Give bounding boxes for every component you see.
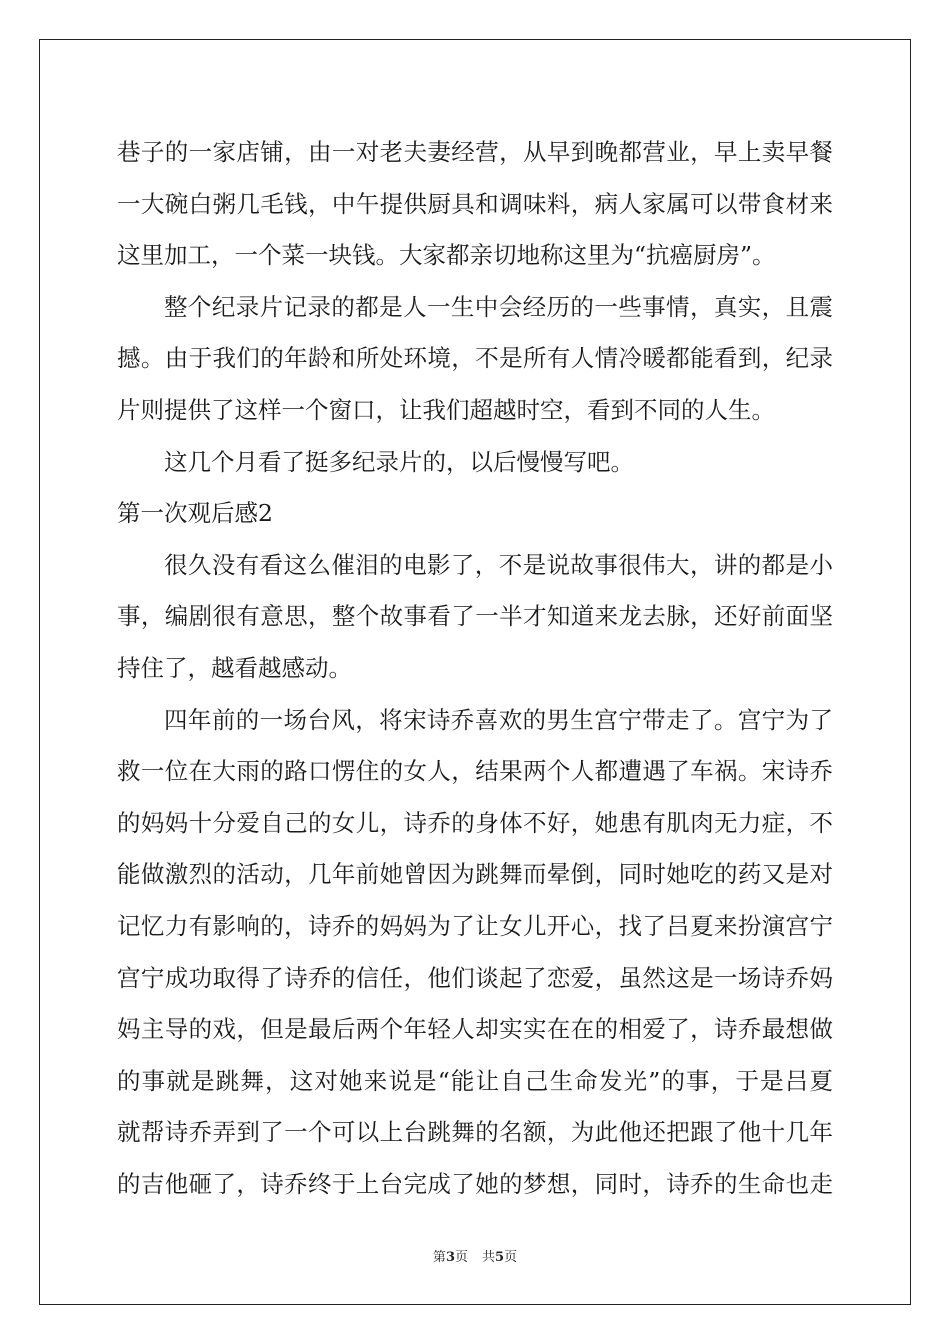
total-prefix: 共	[482, 1250, 496, 1265]
document-body	[117, 127, 833, 1210]
page-footer	[0, 1246, 950, 1265]
text-line: 片则提供了这样一个窗口，让我们超越时空，看到不同的人生。	[117, 395, 775, 424]
page-prefix: 第	[432, 1250, 446, 1265]
total-pages: 5	[495, 1250, 505, 1265]
text-line: 的妈妈十分爱自己的女儿，诗乔的身体不好，她患有肌肉无力症，不	[117, 808, 833, 837]
section-heading: 第一次观后感2	[117, 499, 273, 528]
total-suffix: 页	[504, 1250, 518, 1265]
text-line: 宫宁成功取得了诗乔的信任，他们谈起了恋爱，虽然这是一场诗乔妈	[117, 963, 833, 992]
text-line: 四年前的一场台风，将宋诗乔喜欢的男生宫宁带走了。宫宁为了	[164, 705, 833, 734]
text-line: 的事就是跳舞，这对她来说是“能让自己生命发光”的事，于是吕夏	[117, 1066, 833, 1095]
text-line: 的吉他砸了，诗乔终于上台完成了她的梦想，同时，诗乔的生命也走	[117, 1169, 833, 1198]
page-suffix: 页	[454, 1250, 468, 1265]
text-line: 妈主导的戏，但是最后两个年轻人却实实在在的相爱了，诗乔最想做	[117, 1015, 833, 1044]
text-line: 就帮诗乔弄到了一个可以上台跳舞的名额，为此他还把跟了他十几年	[117, 1118, 833, 1147]
text-line: 这里加工，一个菜一块钱。大家都亲切地称这里为“抗癌厨房”。	[117, 241, 776, 270]
text-line: 持住了，越看越感动。	[117, 653, 352, 682]
text-line: 整个纪录片记录的都是人一生中会经历的一些事情，真实，且震	[164, 292, 833, 321]
text-line: 记忆力有影响的，诗乔的妈妈为了让女儿开心，找了吕夏来扮演宫宁	[117, 911, 833, 940]
text-line: 这几个月看了挺多纪录片的，以后慢慢写吧。	[164, 447, 634, 476]
text-line: 很久没有看这么催泪的电影了，不是说故事很伟大，讲的都是小	[164, 550, 833, 579]
text-line: 一大碗白粥几毛钱，中午提供厨具和调味料，病人家属可以带食材来	[117, 189, 833, 218]
text-line: 能做激烈的活动，几年前她曾因为跳舞而晕倒，同时她吃的药又是对	[117, 860, 833, 889]
text-line: 撼。由于我们的年龄和所处环境，不是所有人情冷暖都能看到，纪录	[117, 344, 833, 373]
text-line: 救一位在大雨的路口愣住的女人，结果两个人都遭遇了车祸。宋诗乔	[117, 757, 833, 786]
page-number: 3	[445, 1250, 455, 1265]
text-line: 事，编剧很有意思，整个故事看了一半才知道来龙去脉，还好前面坚	[117, 602, 833, 631]
text-line: 巷子的一家店铺，由一对老夫妻经营，从早到晚都营业，早上卖早餐	[117, 138, 833, 166]
